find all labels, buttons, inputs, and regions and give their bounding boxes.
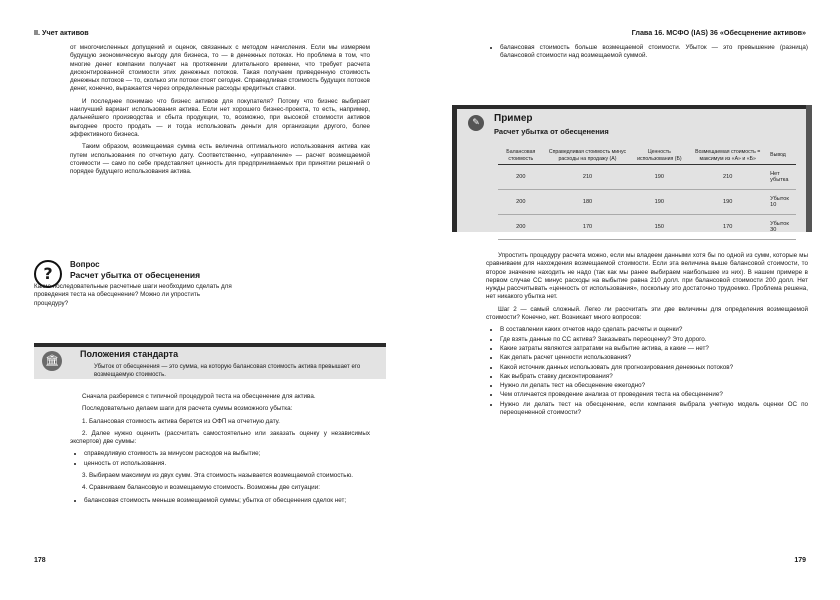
table-header-row <box>498 147 796 165</box>
column-header: Балансовая стоимость <box>498 147 544 165</box>
list-item: • Как выбрать ставку дисконтирования? <box>500 373 808 381</box>
table-cell: 200 <box>498 165 544 190</box>
step-bullet-list <box>70 450 370 468</box>
list-item: • Нужно ли делать тест на обесценение, если компания выбрала учетную модель оценки ОС по переоцененной стоимости? <box>500 401 808 418</box>
table-cell: 190 <box>631 165 687 190</box>
standard-title: Положения стандарта <box>80 349 179 359</box>
example-title: Расчет убытка от обесценения <box>494 127 609 136</box>
list-item: • Как делать расчет ценности использования? <box>500 354 808 362</box>
column-header: Ценность использования (Б) <box>631 147 687 165</box>
list-item: • Какой источник данных использовать для прогнозирования денежных потоков? <box>500 364 808 372</box>
list-item: • Чем отличается проведение анализа от проведения теста на обесценение? <box>500 391 808 399</box>
table-cell: 150 <box>631 215 687 240</box>
standard-bar <box>34 343 386 347</box>
list-item: • ценность от использования. <box>84 460 370 468</box>
running-head-right: Глава 16. МСФО (IAS) 36 «Обесценение активов» <box>631 28 806 37</box>
column-header: Возмещаемая стоимость = максимум из «А» и «Б» <box>687 147 768 165</box>
step: 4. Сравниваем балансовую и возмещаемую стоимость. Возможны две ситуации: <box>82 484 320 492</box>
paragraph: Таким образом, возмещаемая сумма есть величина оптимального использования актива как путем использования по отчетную дату. Соответственно, «управление» — расчет возмещаемой стоимости — само по себе представляет ценность для предпринимаемых при принятии решений о порядке будущего использования актива. <box>70 143 370 176</box>
running-head-left: II. Учет активов <box>34 28 89 37</box>
table-cell: Нет убытка <box>768 165 796 190</box>
table-cell: 180 <box>544 190 632 215</box>
bank-icon: 🏛 <box>42 351 62 371</box>
table-cell: Убыток 10 <box>768 190 796 215</box>
paragraph: от многочисленных допущений и оценок, связанных с методом начисления. Если мы измеряем будущую экономическую выгоду для бизнеса, то — в денежных потоках. Но проблема в том, что многие денег компании получает на протяжении длительного времени, что требует расчета дисконтированной стоимости этих денежных потоков. Такая получаем приведенную стоимость денежных потоков — то, сколько эти потоки стоят сегодня. Справедливая стоимость будущих потоков денег, конечно, выражается через определенные расходы кредитных ставки. <box>70 44 370 93</box>
example-side-bar <box>452 105 457 232</box>
table-cell: 170 <box>687 215 768 240</box>
question-tag: Вопрос <box>70 260 100 269</box>
step: 1. Балансовая стоимость актива берется из ОФП на отчетную дату. <box>82 417 280 425</box>
paragraph: Последовательно делаем шаги для расчета суммы возможного убытка: <box>82 405 293 413</box>
question-title: Расчет убытка от обесценения <box>70 270 201 280</box>
list-item: • справедливую стоимость за минусом расходов на выбытие; <box>84 450 370 458</box>
page-number-left: 178 <box>34 557 46 564</box>
paragraph: Шаг 2 — самый сложный. Легко ли рассчитать эти две величины для определения возмещаемой стоимости? Конечно, нет. Возникает много вопросов: <box>486 305 808 322</box>
standard-box <box>34 343 386 379</box>
list-item: • балансовая стоимость больше возмещаемой стоимости. Убыток — это превышение (разница) балансовой стоимости над возмещаемой суммой. <box>500 44 808 61</box>
page-number-right: 179 <box>794 557 806 564</box>
example-right-bar <box>806 105 812 232</box>
table-row <box>498 190 796 215</box>
table-cell: 170 <box>544 215 632 240</box>
table-cell: 210 <box>544 165 632 190</box>
step: 3. Выбираем максимум из двух сумм. Эта стоимость называется возмещаемой стоимостью. <box>82 472 354 480</box>
column-header: Справедливая стоимость минус расходы на продажу (А) <box>544 147 632 165</box>
table-cell: 200 <box>498 190 544 215</box>
right-page <box>420 0 840 600</box>
table-cell: Убыток 30 <box>768 215 796 240</box>
standard-text: Убыток от обесценения — это сумма, на которую балансовая стоимость актива превышает его возмещаемую стоимость. <box>94 364 361 378</box>
table-cell: 190 <box>631 190 687 215</box>
table-row <box>498 165 796 190</box>
list-item: • Где взять данные по СС актива? Заказывать переоценку? Это дорого. <box>500 336 808 344</box>
intro-text <box>70 44 370 180</box>
bullet-list <box>486 44 808 61</box>
questions-list <box>486 326 808 417</box>
example-top-bar <box>452 105 812 109</box>
list-item: • балансовая стоимость меньше возмещаемой суммы; убытка от обесценения сделок нет; <box>84 497 370 505</box>
example-tag: Пример <box>494 113 533 124</box>
list-item: • Нужно ли делать тест на обесценение ежегодно? <box>500 382 808 390</box>
lower-text <box>70 393 370 509</box>
list-item: • В составлении каких отчетов надо сделать расчеты и оценки? <box>500 326 808 334</box>
top-bullet-text <box>486 44 808 65</box>
table-row <box>498 215 796 240</box>
paragraph: Упростить процедуру расчета можно, если мы владеем данными хотя бы по одной из сумм, которые мы сравниваем для нахождения возмещаемой стоимости. Если эта величина выше балансовой стоимости, то второе значение находить не надо (так как мы ранее выбираем наибольшее из них). В нашем примере в первом случае СС минус расходы на выбытие равна 210 долл. при балансовой стоимости 200 долл. Нет нужды рассчитывать «ценность от использования», поскольку это достаточно трудоемко. Проблема решена, нет никакого убытка нет. <box>486 252 808 301</box>
paragraph: Сначала разберемся с типичной процедурой теста на обесценение для актива. <box>82 393 316 400</box>
table-cell: 210 <box>687 165 768 190</box>
table-cell: 200 <box>498 215 544 240</box>
paragraph: И последнее понимаю что бизнес активов для покупателя? Потому что бизнес выбирает наилучший вариант использования актива. Если нет хорошего бизнес-проекта, то есть, например, дальнейшего производства и сбыта продукции, то, возможно, при высокой стоимости активов выгоднее просто продать — и тогда использовать деньги для организации другого, более эффективного бизнеса. <box>70 97 370 138</box>
situation-list <box>70 497 370 505</box>
example-icon: ✎ <box>468 115 484 131</box>
list-item: • Какие затраты являются затратами на выбытие актива, а какие — нет? <box>500 345 808 353</box>
question-icon: ? <box>34 260 62 288</box>
right-body-text <box>486 252 808 421</box>
question-text: Какие последовательные расчетные шаги необходимо сделать для проведения теста на обесценение? Можно ли упростить процедуру? <box>34 283 232 307</box>
example-box <box>452 105 812 232</box>
example-table <box>498 147 796 240</box>
step: 2. Далее нужно оценить (рассчитать самостоятельно или заказать оценку у независимых экспертов) две суммы: <box>70 429 370 446</box>
column-header: Вывод <box>768 147 796 165</box>
table-cell: 190 <box>687 190 768 215</box>
